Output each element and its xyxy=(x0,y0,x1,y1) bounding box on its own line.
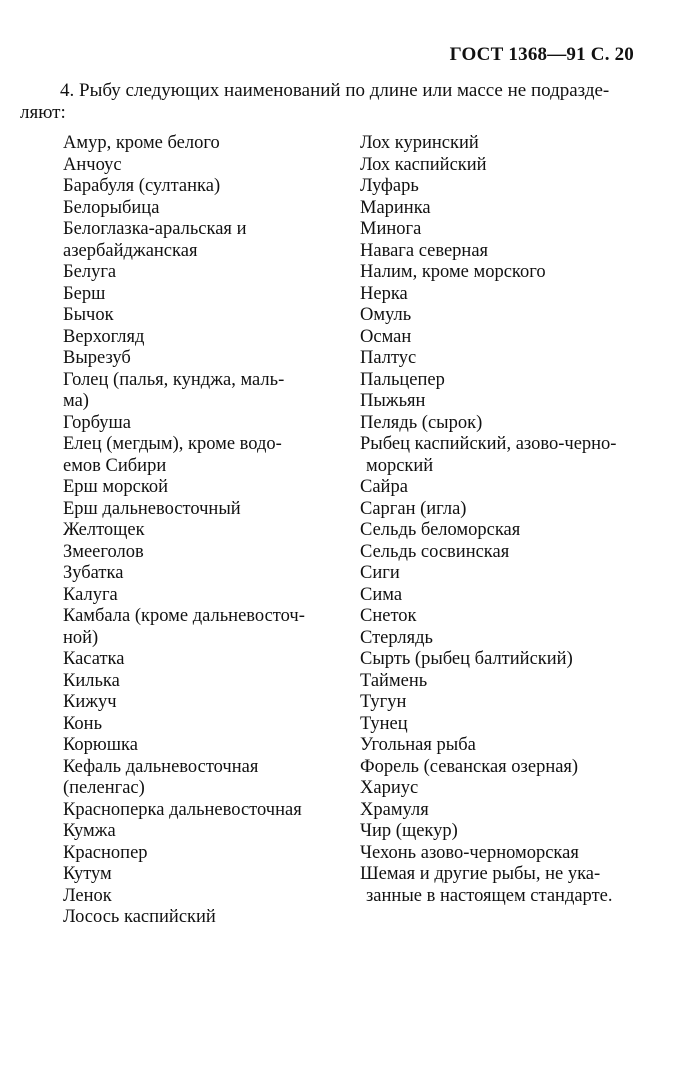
fish-list-item-right: Сырть (рыбец балтийский) xyxy=(360,649,573,669)
fish-list-item-right: Угольная рыба xyxy=(360,735,476,755)
fish-list-item-right: Тугун xyxy=(360,692,407,712)
fish-list-item-right: Маринка xyxy=(360,197,431,218)
fish-list-item-left: Желтощек xyxy=(63,520,145,540)
fish-list-item-left: Анчоус xyxy=(63,154,122,175)
fish-list-item-right: Сельдь беломорская xyxy=(360,520,521,540)
fish-list-item-right: Налим, кроме морского xyxy=(360,262,546,282)
section-intro xyxy=(20,80,640,124)
fish-list-item-right: морский xyxy=(366,455,434,476)
fish-list-item-left: Кефаль дальневосточная xyxy=(63,756,259,777)
fish-list-item-right: Тунец xyxy=(360,713,408,734)
fish-list-item-right: Стерлядь xyxy=(360,627,433,648)
fish-list-item-left: ной) xyxy=(63,627,99,648)
fish-list-item-right: занные в настоящем стандарте. xyxy=(366,885,613,906)
fish-list-item-left: Касатка xyxy=(63,649,125,669)
fish-list-item-right: Пыжьян xyxy=(360,391,426,411)
fish-list-item-left: Корюшка xyxy=(63,735,138,755)
fish-list-item-right: Форель (севанская озерная) xyxy=(360,756,579,777)
fish-list-item-right: Лох каспийский xyxy=(360,154,487,175)
fish-list-item-left: ма) xyxy=(63,391,89,411)
fish-list-item-left: Барабуля (султанка) xyxy=(63,176,221,196)
fish-list-item-left: Конь xyxy=(63,713,103,734)
fish-list-item-left: (пеленгас) xyxy=(63,778,145,798)
fish-list-item-left: Горбуша xyxy=(63,412,131,433)
fish-list-item-right: Пелядь (сырок) xyxy=(360,412,483,433)
fish-list-item-right: Храмуля xyxy=(360,799,429,820)
fish-list-left xyxy=(63,133,328,929)
fish-list-item-left: Голец (палья, кунджа, маль- xyxy=(63,369,285,390)
fish-list-item-right: Пальцепер xyxy=(360,369,445,390)
fish-list-item-left: Килька xyxy=(63,670,120,691)
fish-list-item-right: Сима xyxy=(360,584,403,605)
fish-list-item-right: Снеток xyxy=(360,606,417,626)
fish-list-right xyxy=(360,133,650,907)
fish-list-item-left: Камбала (кроме дальневосточ- xyxy=(63,606,305,626)
intro-line-2: ляют: xyxy=(20,102,66,123)
fish-list-item-left: Елец (мегдым), кроме водо- xyxy=(63,434,282,454)
fish-list-item-right: Нерка xyxy=(360,283,408,304)
fish-list-item-left: азербайджанская xyxy=(63,240,198,261)
fish-list-item-left: Бычок xyxy=(63,305,114,325)
fish-list-item-left: Красноперка дальневосточная xyxy=(63,799,302,820)
fish-list-item-left: Вырезуб xyxy=(63,348,131,368)
fish-list-item-left: Краснопер xyxy=(63,842,148,863)
fish-list-item-left: Кутум xyxy=(63,864,112,884)
fish-list-item-left: Кумжа xyxy=(63,821,116,841)
fish-list-item-left: Берш xyxy=(63,283,106,304)
fish-list-item-right: Сарган (игла) xyxy=(360,498,467,519)
fish-list-item-left: Ерш морской xyxy=(63,477,169,497)
fish-list-item-right: Луфарь xyxy=(360,176,419,196)
fish-list-item-left: Белоглазка-аральская и xyxy=(63,219,247,239)
fish-list-item-right: Сельдь сосвинская xyxy=(360,541,510,562)
fish-list-item-right: Лох куринский xyxy=(360,133,479,153)
fish-list-item-right: Минога xyxy=(360,219,422,239)
fish-list-item-left: Калуга xyxy=(63,584,118,605)
fish-list-item-right: Навага северная xyxy=(360,240,489,261)
fish-list-item-right: Палтус xyxy=(360,348,417,368)
intro-line-1: 4. Рыбу следующих наименований по длине или массе не подразде- xyxy=(60,80,610,101)
fish-list-item-left: Зубатка xyxy=(63,563,124,583)
fish-list-item-left: Ерш дальневосточный xyxy=(63,498,241,519)
page-header: ГОСТ 1368—91 С. 20 xyxy=(449,44,634,65)
fish-list-item-left: Ленок xyxy=(63,885,112,906)
fish-list-item-right: Хариус xyxy=(360,778,419,798)
fish-list-item-left: Белуга xyxy=(63,262,117,282)
fish-list-item-right: Шемая и другие рыбы, не ука- xyxy=(360,864,601,884)
fish-list-item-left: Верхогляд xyxy=(63,326,145,347)
fish-list-item-right: Рыбец каспийский, азово-черно- xyxy=(360,434,617,454)
fish-list-item-right: Чир (щекур) xyxy=(360,821,458,841)
fish-list-item-right: Чехонь азово-черноморская xyxy=(360,842,579,863)
fish-list-item-left: Белорыбица xyxy=(63,197,160,218)
fish-list-item-left: емов Сибири xyxy=(63,455,167,476)
fish-list-item-right: Осман xyxy=(360,326,412,347)
fish-list-item-left: Амур, кроме белого xyxy=(63,133,220,153)
fish-list-item-right: Омуль xyxy=(360,305,412,325)
fish-list-item-left: Лосось каспийский xyxy=(63,907,216,927)
fish-list-item-left: Кижуч xyxy=(63,692,117,712)
fish-list-item-right: Сайра xyxy=(360,477,408,497)
fish-list-item-left: Змееголов xyxy=(63,541,144,562)
fish-list-item-right: Сиги xyxy=(360,563,400,583)
fish-list-item-right: Таймень xyxy=(360,670,428,691)
